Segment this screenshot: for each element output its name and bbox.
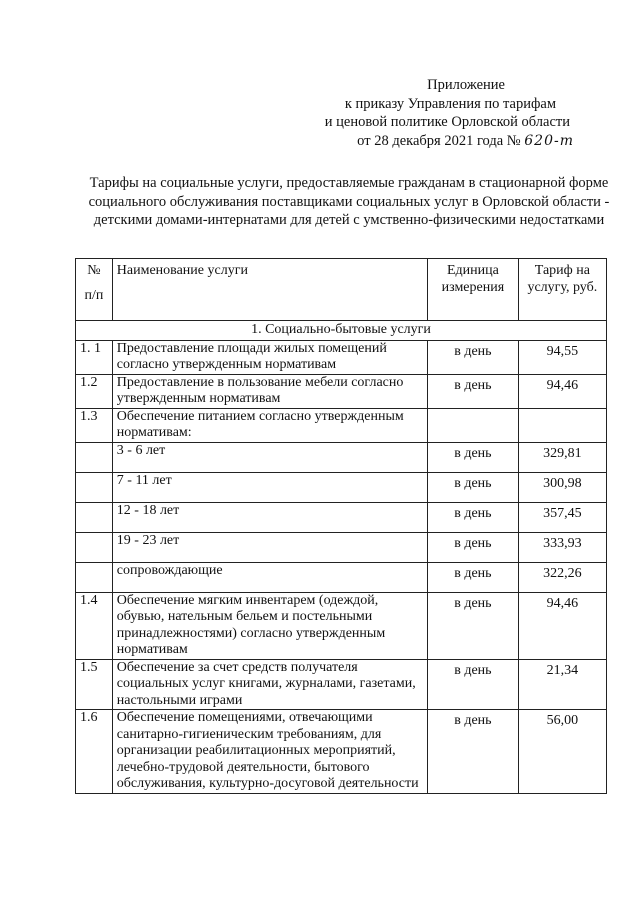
row-service-name: Обеспечение питанием согласно утвержденным нормативам: xyxy=(112,408,427,442)
row-price: 329,81 xyxy=(518,442,606,472)
document-title: Тарифы на социальные услуги, предоставляемые гражданам в стационарной форме социального обслуживания поставщиками социальных услуг в Орловской области - детскими домами-интернатами для детей с умственно-физическими недостатками xyxy=(88,175,610,228)
header-num-label: п/п xyxy=(84,287,104,303)
appendix-date: от 28 декабря 2021 года № xyxy=(357,132,521,149)
header-name: Наименование услуги xyxy=(112,259,427,321)
row-number: 1.6 xyxy=(76,710,113,794)
row-service-name: Предоставление площади жилых помещений согласно утвержденным нормативам xyxy=(112,340,427,374)
table-row xyxy=(76,340,607,374)
table-header-row xyxy=(76,259,607,321)
row-price: 56,00 xyxy=(518,710,606,794)
appendix-date-line xyxy=(300,132,600,151)
table-row xyxy=(76,592,607,659)
table-row xyxy=(76,710,607,794)
row-service-name: Обеспечение мягким инвентарем (одеждой, обувью, нательным бельем и постельными принадлежностями) согласно утвержденным нормативам xyxy=(112,592,427,659)
header-num-symbol: № xyxy=(87,263,101,278)
appendix-heading: Приложение xyxy=(427,77,505,93)
table-row xyxy=(76,659,607,710)
row-price: 94,46 xyxy=(518,374,606,408)
row-service-name: 12 - 18 лет xyxy=(112,502,427,532)
table-row xyxy=(76,532,607,562)
table-row xyxy=(76,562,607,592)
header-unit: Единица измерения xyxy=(428,259,519,321)
section-row xyxy=(76,321,607,341)
row-number: 1. 1 xyxy=(76,340,113,374)
row-unit: в день xyxy=(428,374,519,408)
row-unit: в день xyxy=(428,472,519,502)
table-row xyxy=(76,408,607,442)
row-number xyxy=(76,472,113,502)
appendix-order-ref: к приказу Управления по тарифам xyxy=(344,95,556,112)
row-price: 21,34 xyxy=(518,659,606,710)
row-unit: в день xyxy=(428,532,519,562)
row-number: 1.4 xyxy=(76,592,113,659)
row-service-name: Обеспечение за счет средств получателя социальных услуг книгами, журналами, газетами, настольными играми xyxy=(112,659,427,710)
row-unit: в день xyxy=(428,502,519,532)
row-price: 94,46 xyxy=(518,592,606,659)
tariff-table xyxy=(75,258,607,794)
row-price: 357,45 xyxy=(518,502,606,532)
row-unit: в день xyxy=(428,710,519,794)
row-price: 333,93 xyxy=(518,532,606,562)
row-price xyxy=(518,408,606,442)
row-price: 94,55 xyxy=(518,340,606,374)
table-row xyxy=(76,502,607,532)
row-service-name: Обеспечение помещениями, отвечающими санитарно-гигиеническим требованиям, для организации реабилитационных мероприятий, лечебно-трудовой деятельности, бытового обслуживания, культурно-досуговой деятельности xyxy=(112,710,427,794)
row-price: 322,26 xyxy=(518,562,606,592)
row-service-name: 7 - 11 лет xyxy=(112,472,427,502)
table-row xyxy=(76,374,607,408)
row-unit xyxy=(428,408,519,442)
row-price: 300,98 xyxy=(518,472,606,502)
appendix-block xyxy=(300,76,600,150)
row-unit: в день xyxy=(428,340,519,374)
row-number: 1.5 xyxy=(76,659,113,710)
row-service-name: 19 - 23 лет xyxy=(112,532,427,562)
table-row xyxy=(76,442,607,472)
row-service-name: 3 - 6 лет xyxy=(112,442,427,472)
order-number: 620-т xyxy=(524,132,574,149)
header-price: Тариф на услугу, руб. xyxy=(518,259,606,321)
row-unit: в день xyxy=(428,592,519,659)
row-unit: в день xyxy=(428,442,519,472)
section-title: 1. Социально-бытовые услуги xyxy=(76,321,607,341)
row-service-name: Предоставление в пользование мебели согласно утвержденным нормативам xyxy=(112,374,427,408)
row-unit: в день xyxy=(428,562,519,592)
row-number xyxy=(76,532,113,562)
row-number: 1.2 xyxy=(76,374,113,408)
row-number xyxy=(76,562,113,592)
appendix-authority: и ценовой политике Орловской области xyxy=(324,114,570,130)
table-row xyxy=(76,472,607,502)
row-number xyxy=(76,502,113,532)
row-number: 1.3 xyxy=(76,408,113,442)
header-num xyxy=(76,259,113,321)
row-number xyxy=(76,442,113,472)
row-unit: в день xyxy=(428,659,519,710)
row-service-name: сопровождающие xyxy=(112,562,427,592)
